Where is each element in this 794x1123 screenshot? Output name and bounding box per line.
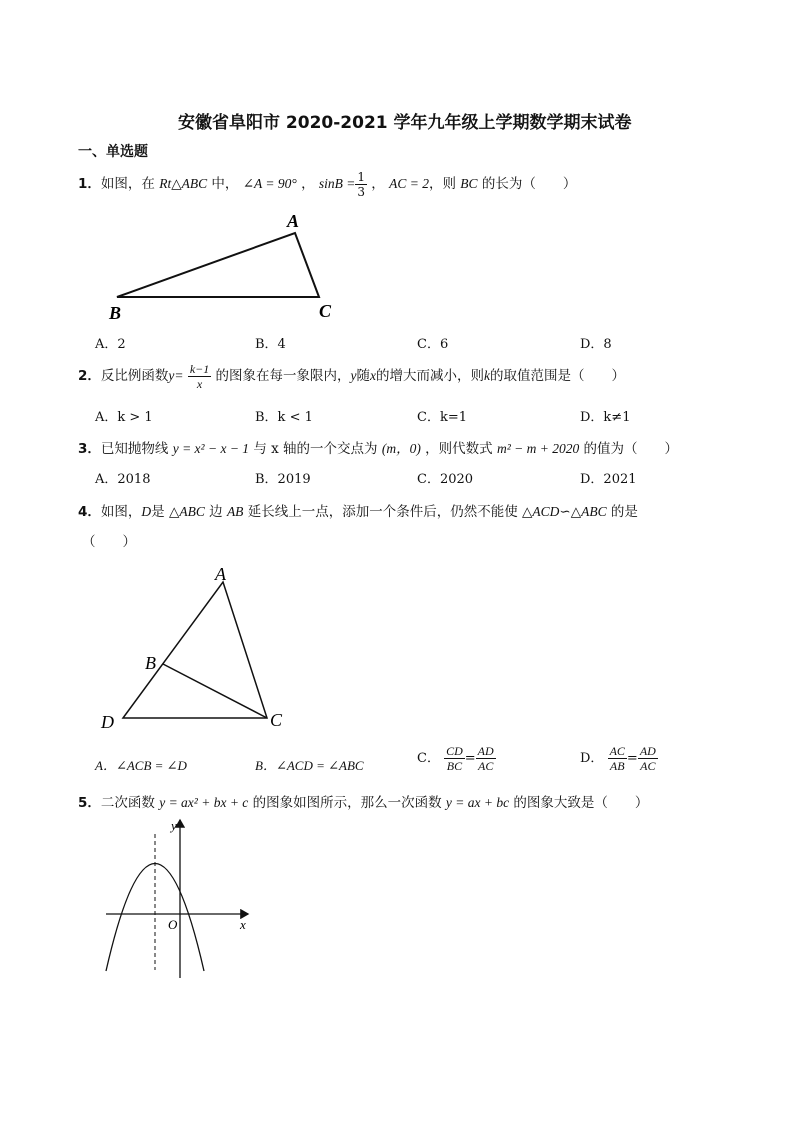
fraction-cd-over-bc: $\frac{CD}{BC}$ xyxy=(446,744,463,773)
question-number: 3． xyxy=(78,441,101,457)
q3-option-b[interactable]: B．2019 xyxy=(255,472,311,487)
vertex-label-a: A xyxy=(215,564,226,584)
origin-label: O xyxy=(168,917,178,932)
fraction-ad-over-ac: $\frac{AD}{AC}$ xyxy=(639,744,656,773)
triangle-acd-figure xyxy=(95,558,315,736)
q3-option-a[interactable]: A．2018 xyxy=(95,472,151,487)
q3-option-c[interactable]: C．2020 xyxy=(417,472,474,487)
question-4-paren: （ ） xyxy=(82,534,136,550)
question-number: 4． xyxy=(78,504,101,520)
fraction-ad-over-ac: $\frac{AD}{AC}$ xyxy=(477,744,494,773)
question-1-text: 1．如图，在 Rt△ABC 中， ∠A = 90° ， sinB = $\frac{1}{3}$ ， AC = 2，则 BC 的长为（ ） xyxy=(78,170,577,199)
vertex-label-a: A xyxy=(287,211,300,231)
question-number: 5． xyxy=(78,795,101,811)
q4-option-d[interactable]: D． $\frac{AC}{AB}$ = $\frac{AD}{AC}$ xyxy=(580,744,656,773)
x-axis-label: x xyxy=(240,917,246,932)
question-4-text: 4．如图，D是 △ABC 边 AB 延长线上一点，添加一个条件后，仍然不能使 △ACD∽△ABC 的是 xyxy=(78,504,638,520)
q1-option-d[interactable]: D．8 xyxy=(580,337,612,352)
q2-option-a[interactable]: A．k > 1 xyxy=(95,410,153,425)
parabola-graph xyxy=(98,816,268,981)
q1-option-c[interactable]: C．6 xyxy=(417,337,449,352)
question-number: 2． xyxy=(78,368,101,384)
vertex-label-b: B xyxy=(145,653,156,673)
q4-option-a[interactable]: A．∠ACB = ∠D xyxy=(95,758,187,773)
q3-option-d[interactable]: D．2021 xyxy=(580,472,637,487)
q4-option-b[interactable]: B．∠ACD = ∠ABC xyxy=(255,758,364,773)
vertex-label-b: B xyxy=(109,303,122,323)
page-title: 安徽省阜阳市 2020-2021 学年九年级上学期数学期末试卷 xyxy=(178,113,632,133)
q2-option-c[interactable]: C．k=1 xyxy=(417,410,467,425)
fraction-one-third: $\frac{1}{3}$ xyxy=(357,170,365,199)
question-2-text: 2．反比例函数y= $\frac{k-1}{x}$ 的图象在每一象限内，y随x的增大而减小，则k的取值范围是（ ） xyxy=(78,362,626,391)
triangle-shape xyxy=(117,233,319,297)
q4-option-c[interactable]: C． $\frac{CD}{BC}$ = $\frac{AD}{AC}$ xyxy=(417,744,494,773)
triangle-abc-figure xyxy=(105,205,345,325)
vertex-label-d: D xyxy=(101,712,114,732)
y-axis-label: y xyxy=(171,818,177,833)
q2-option-d[interactable]: D．k≠1 xyxy=(580,410,631,425)
q1-option-b[interactable]: B．4 xyxy=(255,337,286,352)
fraction-ac-over-ab: $\frac{AC}{AB}$ xyxy=(609,744,625,773)
question-number: 1． xyxy=(78,176,101,192)
vertex-label-c: C xyxy=(270,710,283,730)
section-heading: 一、单选题 xyxy=(78,144,148,160)
q1-option-a[interactable]: A．2 xyxy=(95,337,126,352)
question-5-text: 5．二次函数 y = ax² + bx + c 的图象如图所示，那么一次函数 y = ax + bc 的图象大致是（ ） xyxy=(78,795,649,811)
fraction-k-minus-1-over-x: $\frac{k-1}{x}$ xyxy=(189,362,210,391)
q2-option-b[interactable]: B．k < 1 xyxy=(255,410,313,425)
triangle-shape xyxy=(123,582,267,718)
question-3-text: 3．已知抛物线 y = x² − x − 1 与 x 轴的一个交点为 (m，0) ，则代数式 m² − m + 2020 的值为（ ） xyxy=(78,441,679,457)
vertex-label-c: C xyxy=(319,301,332,321)
